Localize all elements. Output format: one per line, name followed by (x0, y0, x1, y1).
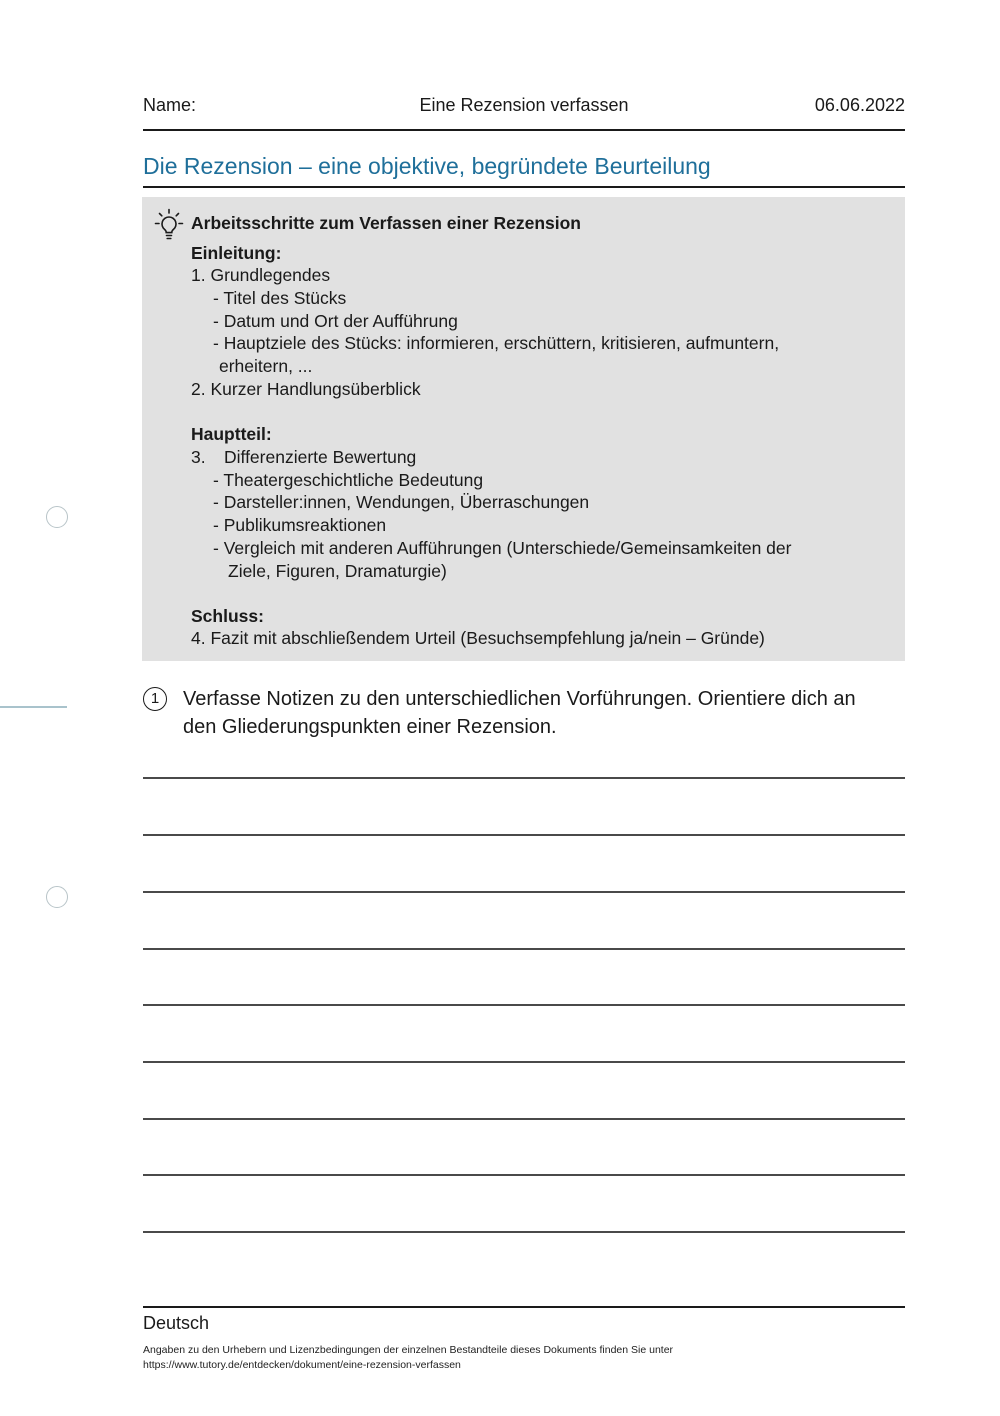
list-item-continuation: Ziele, Figuren, Dramaturgie) (228, 561, 447, 581)
writing-line[interactable] (143, 1231, 905, 1233)
footer-rule (143, 1306, 905, 1308)
task-text-line-1: Verfasse Notizen zu den unterschiedlichen Vorführungen. Orientiere dich an (183, 688, 856, 710)
fold-mark (0, 706, 67, 708)
writing-line[interactable] (143, 891, 905, 893)
list-item: - Theatergeschichtliche Bedeutung (213, 470, 484, 490)
intro-label: Einleitung: (191, 243, 282, 263)
attribution-url[interactable]: https://www.tutory.de/entdecken/dokument/eine-rezension-verfassen (143, 1359, 461, 1371)
punch-hole-bottom (46, 886, 68, 908)
page-title: Die Rezension – eine objektive, begründete Beurteilung (143, 153, 711, 179)
header-rule (143, 129, 905, 131)
info-box-heading: Arbeitsschritte zum Verfassen einer Rezension (191, 213, 581, 233)
writing-line[interactable] (143, 1004, 905, 1006)
document-date: 06.06.2022 (814, 95, 905, 115)
list-item: - Vergleich mit anderen Aufführungen (Unterschiede/Gemeinsamkeiten der (213, 538, 792, 558)
point-2: 2. Kurzer Handlungsüberblick (191, 379, 421, 399)
list-item: - Publikumsreaktionen (213, 515, 387, 535)
title-rule (143, 186, 905, 188)
name-label: Name: (143, 95, 197, 115)
point-3-text: Differenzierte Bewertung (224, 447, 417, 467)
writing-line[interactable] (143, 1118, 905, 1120)
list-item: - Titel des Stücks (213, 288, 347, 308)
task-number-badge: 1 (143, 687, 167, 711)
main-label: Hauptteil: (191, 424, 272, 444)
attribution-text: Angaben zu den Urhebern und Lizenzbedingungen der einzelnen Bestandteile dieses Dokuments finden Sie unter (143, 1344, 674, 1356)
writing-line[interactable] (143, 777, 905, 779)
lightbulb-icon (154, 208, 184, 242)
list-item: - Datum und Ort der Aufführung (213, 311, 458, 331)
point-4: 4. Fazit mit abschließendem Urteil (Besuchsempfehlung ja/nein – Gründe) (191, 628, 765, 648)
writing-line[interactable] (143, 834, 905, 836)
end-label: Schluss: (191, 606, 264, 626)
punch-hole-top (46, 506, 68, 528)
writing-line[interactable] (143, 948, 905, 950)
page-header (143, 95, 905, 117)
subject-label: Deutsch (143, 1313, 210, 1333)
list-item: - Hauptziele des Stücks: informieren, erschüttern, kritisieren, aufmuntern, (213, 333, 780, 353)
list-item-continuation: erheitern, ... (219, 356, 313, 376)
writing-line[interactable] (143, 1061, 905, 1063)
task-text-line-2: den Gliederungspunkten einer Rezension. (183, 716, 557, 738)
point-1: 1. Grundlegendes (191, 265, 331, 285)
list-item: - Darsteller:innen, Wendungen, Überraschungen (213, 492, 590, 512)
document-title: Eine Rezension verfassen (419, 95, 629, 115)
point-3-number: 3. (191, 447, 206, 467)
writing-line[interactable] (143, 1174, 905, 1176)
